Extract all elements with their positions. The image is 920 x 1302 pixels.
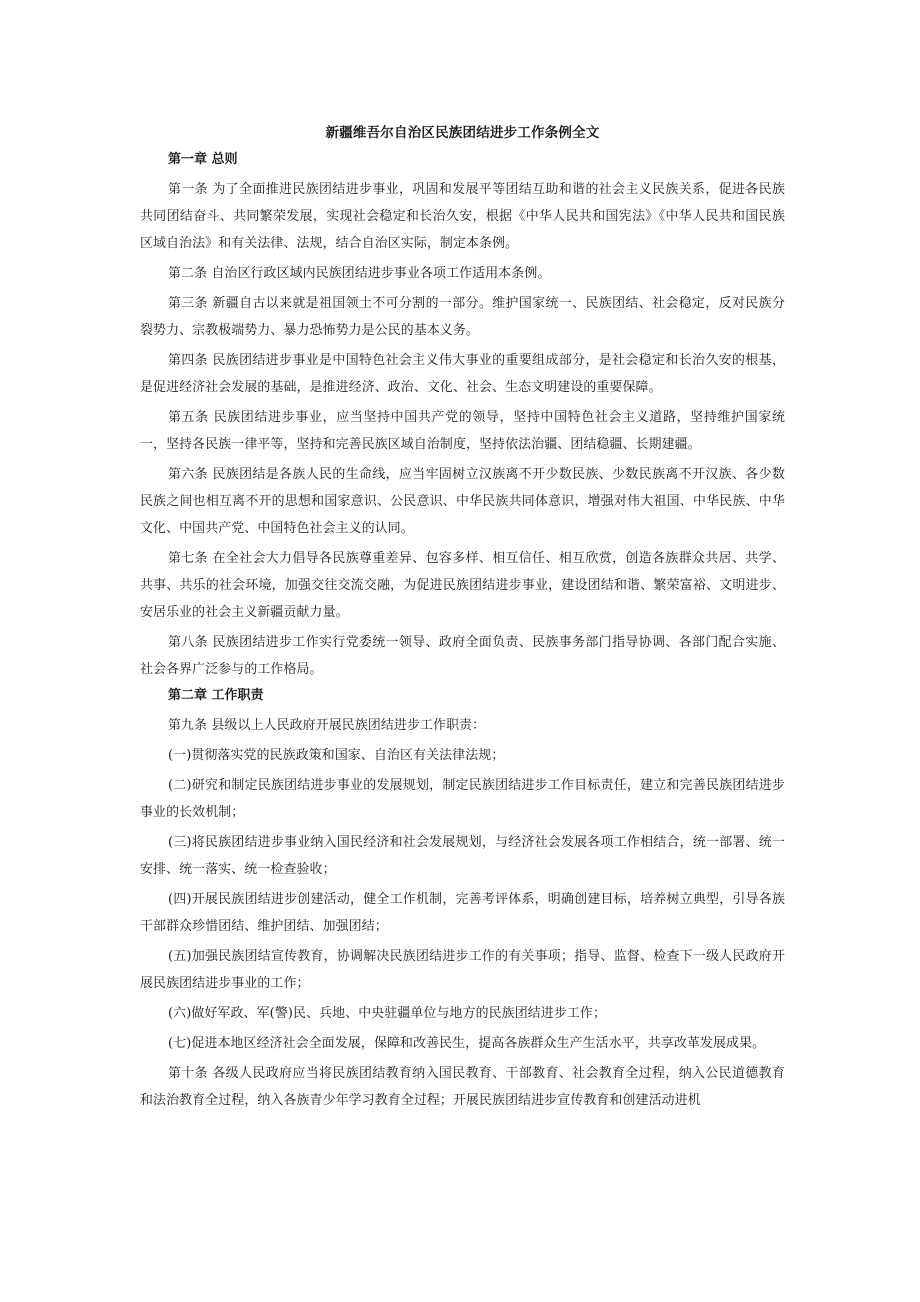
list-item: (二)研究和制定民族团结进步事业的发展规划，制定民族团结进步工作目标责任，建立和完善民族团结进步事业的长效机制； [140, 778, 785, 820]
article-paragraph: 第二条 自治区行政区域内民族团结进步事业各项工作适用本条例。 [168, 266, 551, 281]
article-paragraph: 第九条 县级以上人民政府开展民族团结进步工作职责： [168, 718, 486, 733]
article-paragraph: 第七条 在全社会大力倡导各民族尊重差异、包容多样、相互信任、相互欣赏，创造各族群众共居、共学、共事、共乐的社会环境，加强交往交流交融，为促进民族团结进步事业，建设团结和谐、繁荣富裕、文明进步、安居乐业的社会主义新疆贡献力量。 [140, 551, 785, 620]
article-paragraph: 第一条 为了全面推进民族团结进步事业，巩固和发展平等团结互助和谐的社会主义民族关系，促进各民族共同团结奋斗、共同繁荣发展，实现社会稳定和长治久安，根据《中华人民共和国宪法》《中华人民共和国民族区域自治法》和有关法律、法规，结合自治区实际，制定本条例。 [140, 182, 785, 251]
list-item: (一)贯彻落实党的民族政策和国家、自治区有关法律法规； [168, 748, 505, 763]
document-title: 新疆维吾尔自治区民族团结进步工作条例全文 [325, 125, 600, 141]
list-item: (三)将民族团结进步事业纳入国民经济和社会发展规划，与经济社会发展各项工作相结合，统一部署、统一安排、统一落实、统一检查验收； [140, 835, 785, 877]
list-item: (四)开展民族团结进步创建活动，健全工作机制，完善考评体系，明确创建目标，培养树立典型，引导各族干部群众珍惜团结、维护团结、加强团结； [140, 892, 785, 934]
list-item: (五)加强民族团结宣传教育，协调解决民族团结进步工作的有关事项；指导、监督、检查下一级人民政府开展民族团结进步事业的工作； [140, 949, 785, 991]
list-item: (六)做好军政、军(警)民、兵地、中央驻疆单位与地方的民族团结进步工作； [168, 1006, 607, 1021]
article-paragraph: 第六条 民族团结是各族人民的生命线，应当牢固树立汉族离不开少数民族、少数民族离不开汉族、各少数民族之间也相互离不开的思想和国家意识、公民意识、中华民族共同体意识，增强对伟大祖国、中华民族、中华文化、中国共产党、中国特色社会主义的认同。 [140, 467, 785, 536]
chapter-heading: 第一章 总则 [168, 152, 238, 167]
list-item: (七)促进本地区经济社会全面发展，保障和改善民生，提高各族群众生产生活水平，共享改革发展成果。 [168, 1036, 766, 1051]
article-paragraph: 第三条 新疆自古以来就是祖国领土不可分割的一部分。维护国家统一、民族团结、社会稳定，反对民族分裂势力、宗教极端势力、暴力恐怖势力是公民的基本义务。 [140, 296, 785, 338]
chapter-heading: 第二章 工作职责 [168, 688, 264, 703]
article-paragraph: 第四条 民族团结进步事业是中国特色社会主义伟大事业的重要组成部分，是社会稳定和长治久安的根基，是促进经济社会发展的基础，是推进经济、政治、文化、社会、生态文明建设的重要保障。 [140, 353, 785, 395]
article-paragraph: 第五条 民族团结进步事业，应当坚持中国共产党的领导，坚持中国特色社会主义道路，坚持维护国家统一，坚持各民族一律平等，坚持和完善民族区域自治制度，坚持依法治疆、团结稳疆、长期建疆。 [140, 410, 785, 452]
article-paragraph: 第八条 民族团结进步工作实行党委统一领导、政府全面负责、民族事务部门指导协调、各部门配合实施、社会各界广泛参与的工作格局。 [140, 635, 785, 677]
article-paragraph: 第十条 各级人民政府应当将民族团结教育纳入国民教育、干部教育、社会教育全过程，纳入公民道德教育和法治教育全过程，纳入各族青少年学习教育全过程；开展民族团结进步宣传教育和创建活动进机 [140, 1066, 785, 1108]
document-page [140, 122, 785, 1117]
